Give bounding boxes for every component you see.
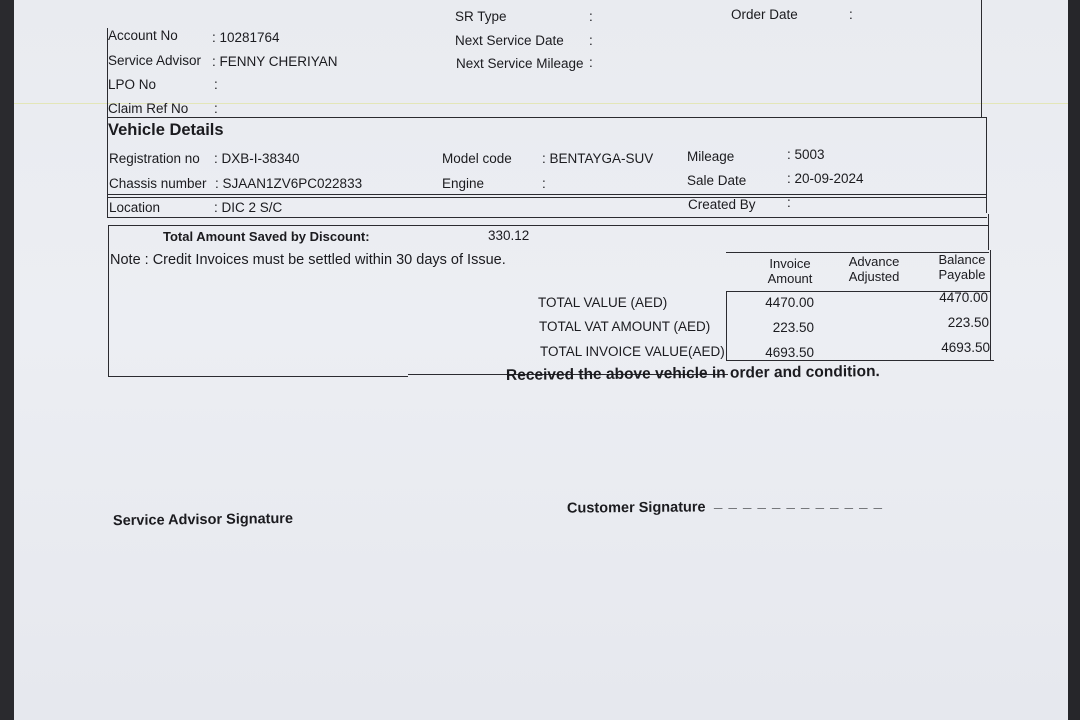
next-service-mileage-value: : <box>589 55 593 70</box>
chassis-value: : SJAAN1ZV6PC022833 <box>215 176 363 191</box>
header-frame-right <box>981 0 982 118</box>
advance-adjusted-header-line1: Advance <box>848 254 900 269</box>
balance-payable-header-line1: Balance <box>938 252 986 267</box>
amount-table-left <box>726 291 727 361</box>
total-value-invoice: 4470.00 <box>765 295 814 310</box>
customer-signature-label: Customer Signature <box>566 499 706 517</box>
invoice-amount-header-line2: Amount <box>767 271 813 286</box>
discount-value: 330.12 <box>488 228 530 243</box>
mileage-label: Mileage <box>687 149 735 164</box>
sr-type-label: SR Type <box>455 9 507 24</box>
total-invoice-value-label: TOTAL INVOICE VALUE(AED) <box>540 344 725 359</box>
sale-date-label: Sale Date <box>687 173 747 188</box>
total-invoice-value-balance: 4693.50 <box>941 340 990 355</box>
order-date-label: Order Date <box>731 7 798 22</box>
vehicle-box-top <box>107 117 987 118</box>
vehicle-box-divider <box>107 194 987 195</box>
total-vat-label: TOTAL VAT AMOUNT (AED) <box>539 319 711 334</box>
totals-box-left <box>108 225 109 377</box>
vehicle-box-bottom <box>107 217 987 218</box>
claim-ref-label: Claim Ref No <box>108 101 189 116</box>
created-by-label: Created By <box>688 197 756 212</box>
total-invoice-value-invoice: 4693.50 <box>765 345 814 360</box>
discount-label: Total Amount Saved by Discount: <box>163 229 370 244</box>
service-advisor-label: Service Advisor <box>108 53 202 68</box>
sale-date-value: : 20-09-2024 <box>787 171 864 186</box>
received-statement: Received the above vehicle in order and condition. <box>505 363 880 384</box>
total-value-label: TOTAL VALUE (AED) <box>538 295 668 310</box>
next-service-date-value: : <box>589 33 593 48</box>
advance-adjusted-header <box>836 254 912 284</box>
invoice-amount-header <box>752 256 828 286</box>
totals-box-right-top <box>988 214 989 250</box>
account-no-label: Account No <box>108 28 178 43</box>
lpo-no-label: LPO No <box>108 77 157 92</box>
balance-payable-header <box>928 252 996 282</box>
claim-ref-value: : <box>214 101 218 116</box>
sr-type-value: : <box>589 9 593 24</box>
next-service-mileage-label: Next Service Mileage <box>456 56 584 71</box>
background-left-edge <box>0 0 14 720</box>
vehicle-box-divider-2 <box>107 197 987 198</box>
registration-label: Registration no <box>109 151 200 166</box>
amount-table-bottom <box>726 360 994 361</box>
balance-payable-header-line2: Payable <box>938 267 986 282</box>
model-code-label: Model code <box>442 151 512 166</box>
credit-note: Note : Credit Invoices must be settled within 30 days of Issue. <box>110 252 506 268</box>
created-by-value: : <box>787 195 791 210</box>
next-service-date-label: Next Service Date <box>455 33 564 48</box>
model-code-value: : BENTAYGA-SUV <box>542 151 654 166</box>
registration-value: : DXB-I-38340 <box>214 151 300 166</box>
location-value: : DIC 2 S/C <box>214 200 283 215</box>
service-advisor-signature-label: Service Advisor Signature <box>112 510 294 530</box>
account-no-value: : 10281764 <box>212 30 280 45</box>
vehicle-details-title: Vehicle Details <box>108 121 224 139</box>
totals-box-top <box>108 225 988 226</box>
background-right-edge <box>1068 0 1080 720</box>
location-label: Location <box>109 200 161 215</box>
total-vat-invoice: 223.50 <box>772 320 814 335</box>
engine-label: Engine <box>442 176 485 191</box>
chassis-label: Chassis number <box>109 176 207 191</box>
order-date-value: : <box>849 7 853 22</box>
total-value-balance: 4470.00 <box>939 290 988 305</box>
engine-value: : <box>542 176 546 191</box>
totals-box-bottom-left <box>108 376 408 377</box>
vehicle-box-right <box>986 117 987 213</box>
total-vat-balance: 223.50 <box>947 315 989 330</box>
mileage-value: : 5003 <box>787 147 825 162</box>
advance-adjusted-header-line2: Adjusted <box>848 269 900 284</box>
service-advisor-value: : FENNY CHERIYAN <box>212 54 338 69</box>
invoice-amount-header-line1: Invoice <box>769 256 811 271</box>
lpo-no-value: : <box>214 77 218 92</box>
customer-signature-line: _ _ _ _ _ _ _ _ _ _ _ _ <box>714 494 883 511</box>
